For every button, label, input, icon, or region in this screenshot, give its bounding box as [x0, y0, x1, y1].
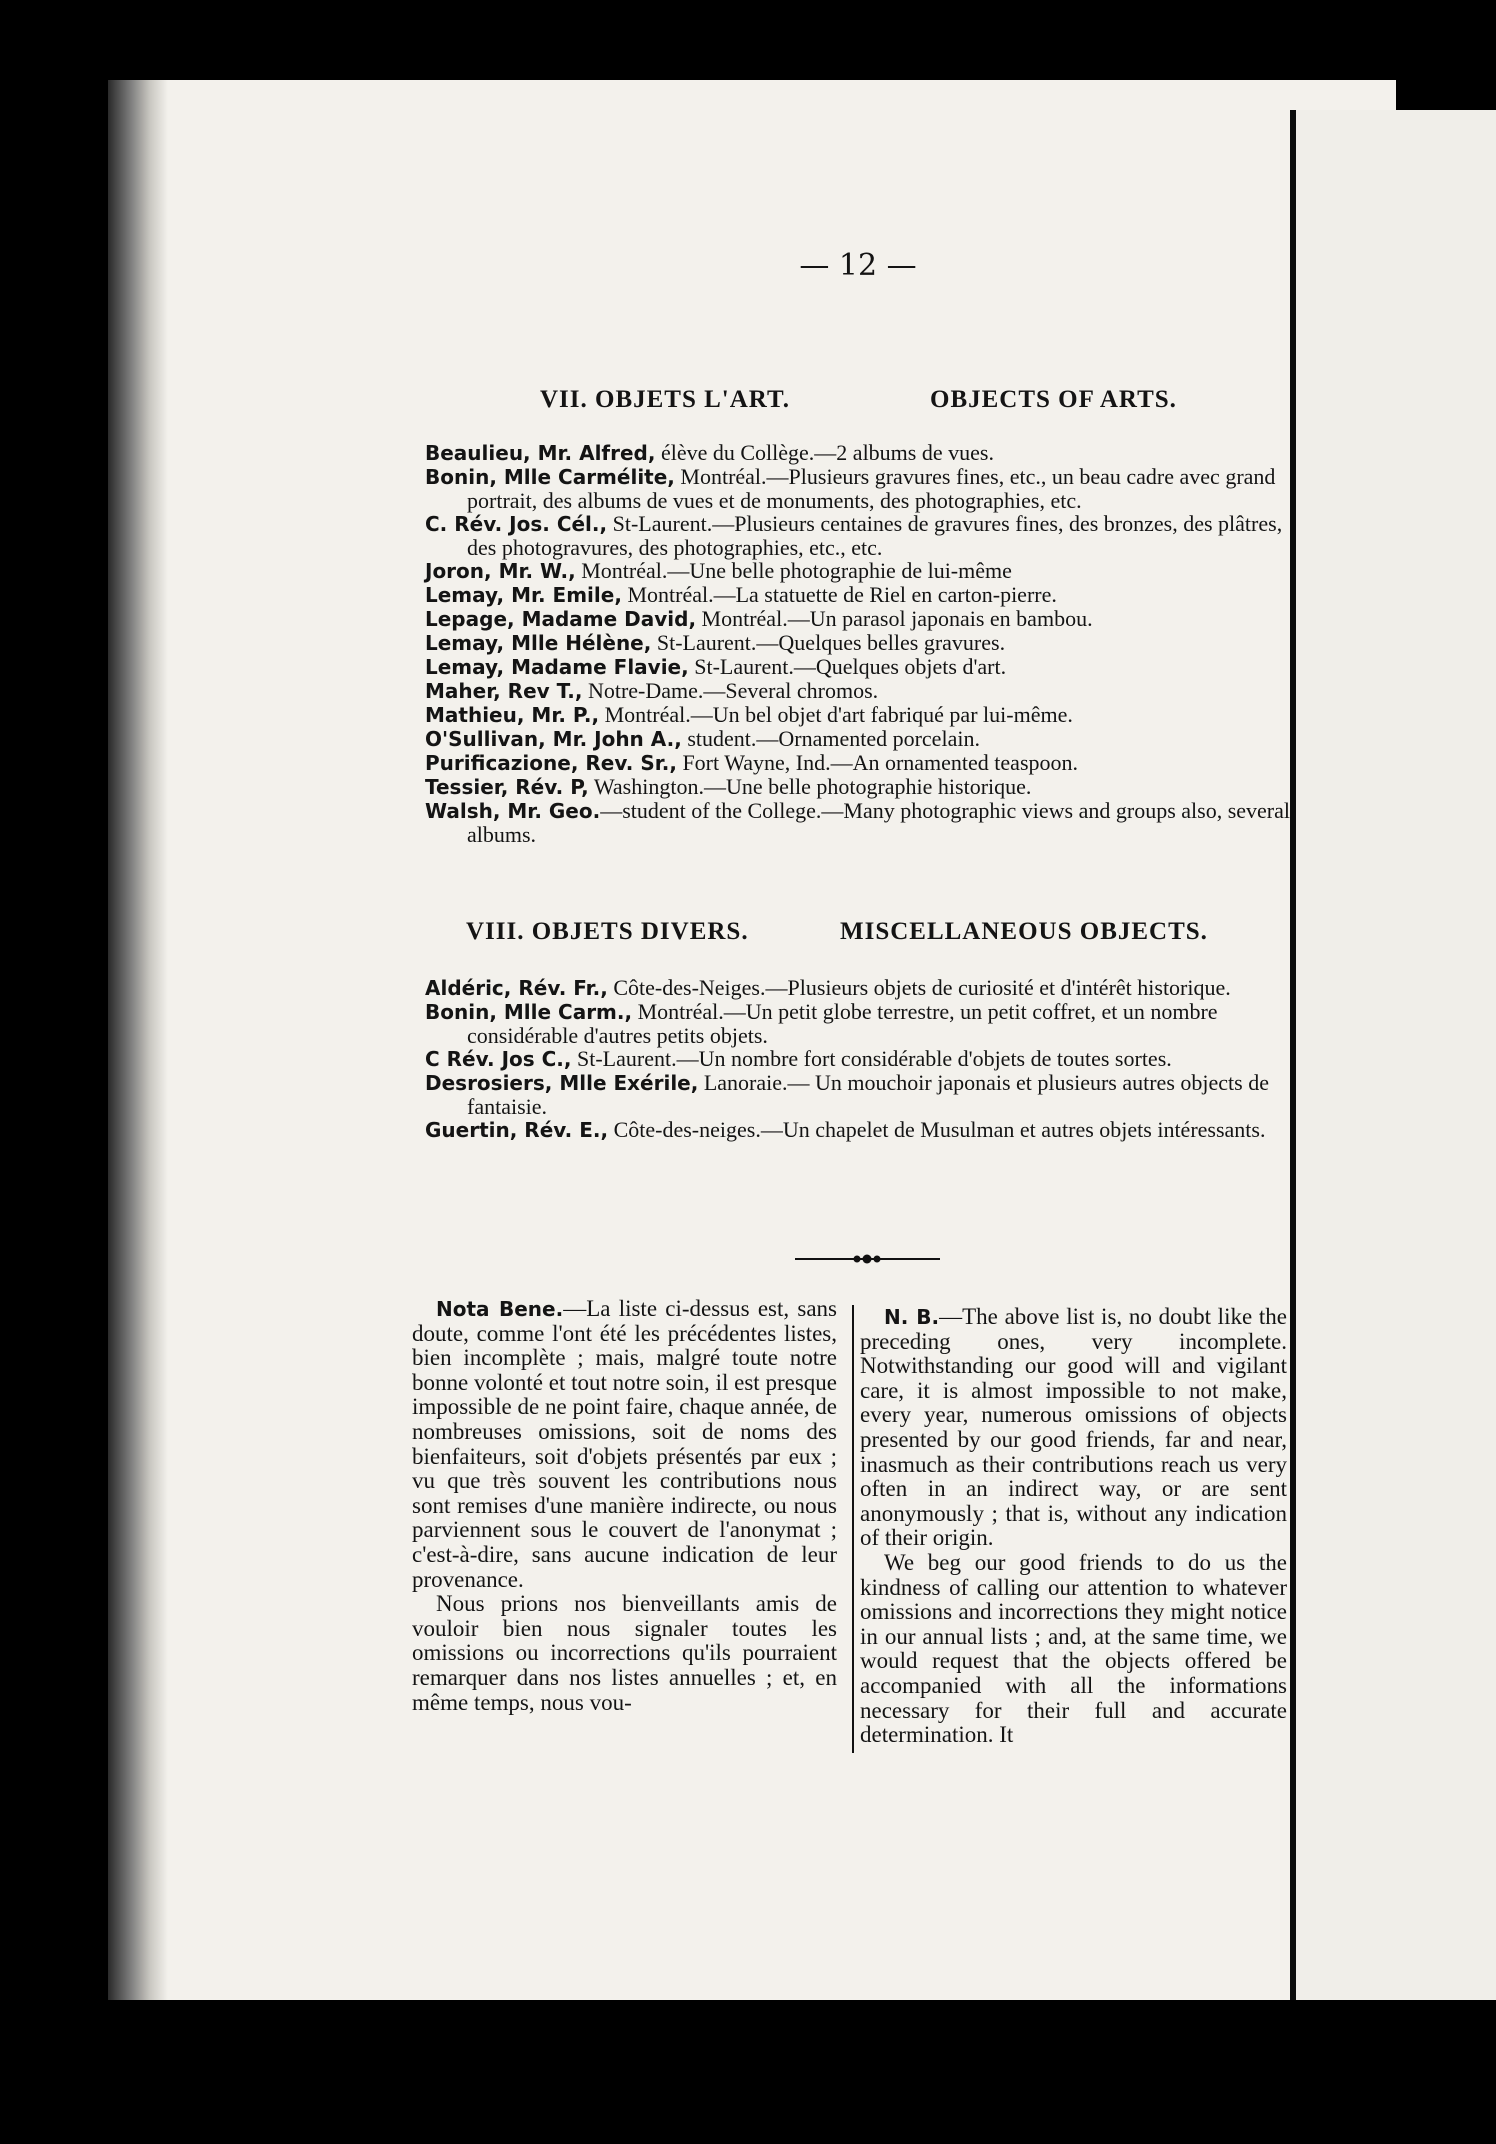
ornament-divider — [795, 1254, 940, 1264]
entry-description: St-Laurent.—Un nombre fort considérable d'objets de toutes sortes. — [571, 1046, 1172, 1071]
entry-item — [425, 751, 1300, 775]
entry-description: Côte-des-Neiges.—Plusieurs objets de curiosité et d'intérêt historique. — [607, 975, 1231, 1000]
entry-description: student.—Ornamented porcelain. — [681, 726, 980, 751]
entry-item — [425, 1071, 1300, 1118]
entry-item — [425, 799, 1300, 846]
entry-donor-name: Bonin, Mlle Carm., — [425, 1000, 633, 1024]
entry-description: Montréal.—Un petit globe terrestre, un petit coffret, et un nombre considérable d'autres petits objets. — [467, 999, 1218, 1048]
entry-description: Fort Wayne, Ind.—An ornamented teaspoon. — [676, 750, 1079, 775]
section7-heading-fr: VII. OBJETS L'ART. — [540, 386, 791, 413]
entry-donor-name: Tessier, Rév. P, — [425, 775, 589, 799]
entry-description: Montréal.—Un parasol japonais en bambou. — [696, 606, 1093, 631]
entry-item — [425, 559, 1300, 583]
entry-donor-name: C. Rév. Jos. Cél., — [425, 512, 608, 536]
section7-heading-en: OBJECTS OF ARTS. — [930, 386, 1177, 413]
entry-description: Montréal.—Un bel objet d'art fabriqué par lui-même. — [599, 702, 1073, 727]
entry-description: Montréal.—La statuette de Riel en carton-pierre. — [621, 582, 1057, 607]
entry-item — [425, 727, 1300, 751]
entry-item — [425, 1000, 1300, 1047]
nota-bene-fr-lead: Nota Bene. — [436, 1297, 564, 1321]
scan-border-left — [0, 0, 108, 2144]
entry-description: Washington.—Une belle photographie historique. — [588, 774, 1032, 799]
section8-entry-list — [425, 976, 1300, 1142]
entry-description: Lanoraie.— Un mouchoir japonais et plusieurs autres objects de fantaisie. — [467, 1070, 1269, 1119]
entry-item — [425, 607, 1300, 631]
entry-donor-name: Lemay, Madame Flavie, — [425, 655, 689, 679]
entry-donor-name: Lemay, Mr. Emile, — [425, 583, 622, 607]
section8-heading-fr: VIII. OBJETS DIVERS. — [466, 918, 749, 945]
entry-description: —student of the College.—Many photographic views and groups also, several albums. — [467, 798, 1291, 847]
entry-item — [425, 583, 1300, 607]
entry-donor-name: Maher, Rev T., — [425, 679, 583, 703]
entry-description: Montréal.—Plusieurs gravures fines, etc., un beau cadre avec grand portrait, des albums de vues et de monuments, des photographies, etc. — [467, 464, 1276, 513]
section8-heading-en: MISCELLANEOUS OBJECTS. — [840, 918, 1208, 945]
entry-item — [425, 1118, 1300, 1142]
entry-item — [425, 679, 1300, 703]
nota-bene-english-column — [860, 1305, 1287, 1748]
entry-item — [425, 631, 1300, 655]
entry-item — [425, 775, 1300, 799]
entry-donor-name: Guertin, Rév. E., — [425, 1118, 609, 1142]
entry-donor-name: Bonin, Mlle Carmélite, — [425, 465, 675, 489]
entry-item — [425, 976, 1300, 1000]
entry-donor-name: O'Sullivan, Mr. John A., — [425, 727, 682, 751]
page-gutter-shadow — [108, 80, 168, 2000]
entry-item — [425, 703, 1300, 727]
entry-donor-name: Purificazione, Rev. Sr., — [425, 751, 677, 775]
entry-donor-name: Desrosiers, Mlle Exérile, — [425, 1071, 699, 1095]
nota-bene-en-para-1 — [860, 1305, 1287, 1551]
nota-bene-fr-text-1: —La liste ci-dessus est, sans doute, comme l'ont été les précédentes listes, bien incomplète ; mais, malgré toute notre bonne volonté et tout notre soin, il est presque impossible de ne point faire, chaque année, de nombreuses omissions, soit de noms des bienfaiteurs, soit d'objets présentés par eux ; vu que très souvent les contributions nous sont remises d'une manière indirecte, ou nous parviennent sous le couvert de l'anonymat ; c'est-à-dire, sans aucune indication de leur provenance. — [412, 1296, 837, 1592]
entry-item — [425, 655, 1300, 679]
entry-description: Notre-Dame.—Several chromos. — [582, 678, 879, 703]
page-number: — 12 — — [799, 248, 917, 283]
entry-donor-name: Walsh, Mr. Geo. — [425, 799, 601, 823]
section7-entry-list — [425, 441, 1300, 846]
entry-description: St-Laurent.—Plusieurs centaines de gravures fines, des bronzes, des plâtres, des photogravures, des photographies, etc., etc. — [467, 511, 1283, 560]
nota-bene-fr-para-1 — [412, 1297, 837, 1592]
entry-description: St-Laurent.—Quelques objets d'art. — [688, 654, 1007, 679]
entry-item — [425, 512, 1300, 559]
nota-bene-en-lead: N. B. — [884, 1305, 940, 1329]
entry-description: St-Laurent.—Quelques belles gravures. — [651, 630, 1006, 655]
column-rule — [852, 1305, 854, 1753]
entry-item — [425, 441, 1300, 465]
nota-bene-fr-para-2: Nous prions nos bienveillants amis de vouloir bien nous signaler toutes les omissions ou incorrections qu'ils pourraient remarquer dans nos listes annuelles ; et, en même temps, nous vou- — [412, 1591, 837, 1715]
nota-bene-en-text-1: —The above list is, no doubt like the preceding ones, very incomplete. Notwithstanding our good will and vigilant care, it is almost impossible to not make, every year, numerous omissions of objects presented by our good friends, far and near, inasmuch as their contributions reach us very often in an indirect way, or are sent anonymously ; that is, without any indication of their origin. — [860, 1304, 1287, 1551]
facing-page-strip — [1296, 110, 1496, 2000]
nota-bene-french-column — [412, 1297, 837, 1715]
entry-item — [425, 465, 1300, 512]
entry-description: élève du Collège.—2 albums de vues. — [655, 440, 994, 465]
entry-item — [425, 1047, 1300, 1071]
entry-donor-name: Aldéric, Rév. Fr., — [425, 976, 608, 1000]
nota-bene-en-para-2: We beg our good friends to do us the kindness of calling our attention to whatever omissions and incorrections they might notice in our annual lists ; and, at the same time, we would request that the objects offered be accompanied with all the informations necessary for their full and accurate determination. It — [860, 1549, 1287, 1748]
entry-donor-name: Lemay, Mlle Hélène, — [425, 631, 652, 655]
entry-donor-name: C Rév. Jos C., — [425, 1047, 572, 1071]
entry-description: Montréal.—Une belle photographie de lui-même — [575, 558, 1012, 583]
entry-donor-name: Joron, Mr. W., — [425, 559, 576, 583]
entry-donor-name: Lepage, Madame David, — [425, 607, 697, 631]
entry-donor-name: Mathieu, Mr. P., — [425, 703, 600, 727]
entry-description: Côte-des-neiges.—Un chapelet de Musulman et autres objets intéressants. — [608, 1117, 1266, 1142]
entry-donor-name: Beaulieu, Mr. Alfred, — [425, 441, 656, 465]
